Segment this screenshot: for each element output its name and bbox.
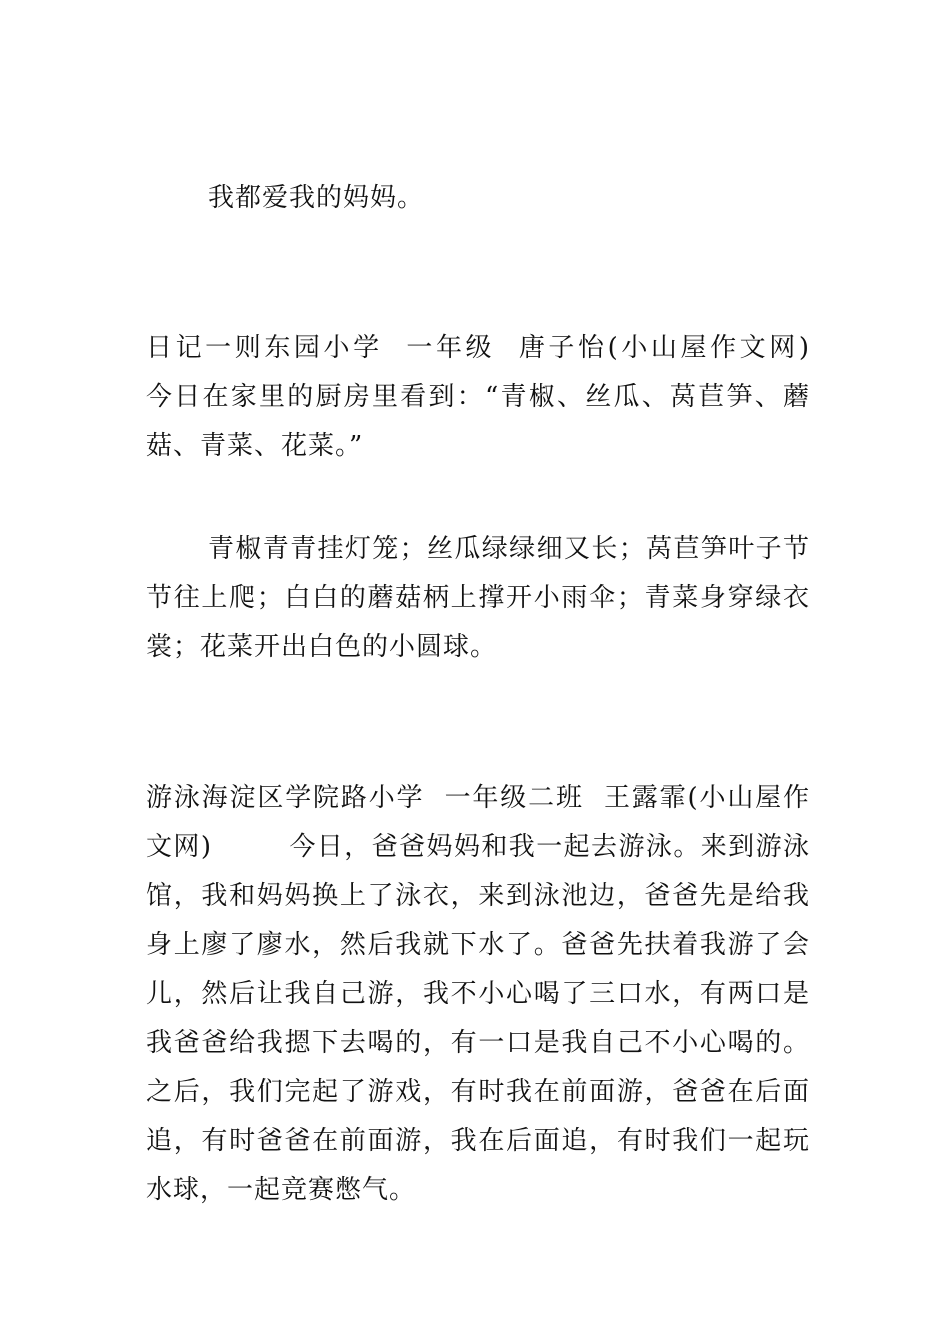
paragraph-diary-entry: 日记一则东园小学 一年级 唐子怡(小山屋作文网) 今日在家里的厨房里看到：“青椒、丝瓜、莴苣笋、蘑菇、青菜、花菜。” [146, 333, 885, 461]
paragraph-closing-line: 我都爱我的妈妈。 [208, 183, 425, 213]
paragraph-vegetables: 青椒青青挂灯笼；丝瓜绿绿细又长；莴苣笋叶子节节往上爬；白白的蘑菇柄上撑开小雨伞；青菜身穿绿衣裳；花菜开出白色的小圆球。 [146, 534, 810, 662]
paragraph-swimming: 游泳海淀区学院路小学 一年级二班 王露霏(小山屋作文网) 今日，爸爸妈妈和我一起去游泳。来到游泳馆，我和妈妈换上了泳衣，来到泳池边，爸爸先是给我身上廖了廖水，然后我就下水了。爸爸先扶着我游了会儿，然后让我自己游，我不小心喝了三口水，有两口是我爸爸给我摁下去喝的，有一口是我自己不小心喝的。之后，我们完起了游戏，有时我在前面游，爸爸在后面追，有时爸爸在前面游，我在后面追，有时我们一起玩水球，一起竞赛憋气。 [146, 783, 810, 1205]
